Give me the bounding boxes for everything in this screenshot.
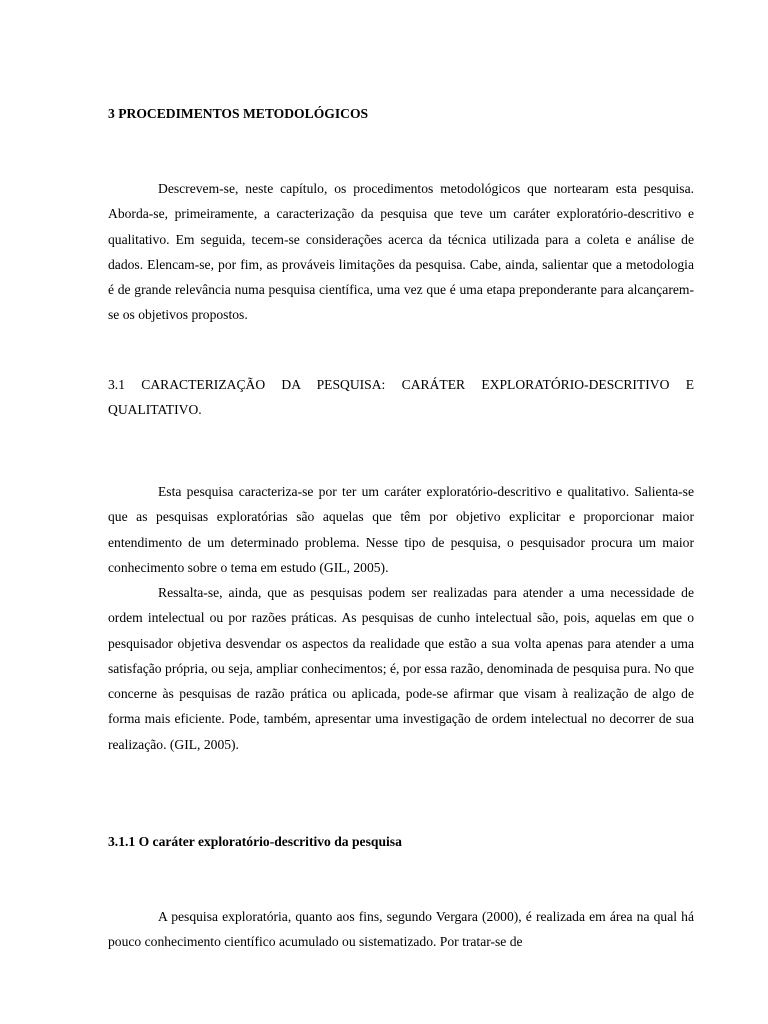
subsection-paragraph: A pesquisa exploratória, quanto aos fins, segundo Vergara (2000), é realizada em área na qual há pouco conhecimento científico acumulado ou sistematizado. Por tratar-se de: [108, 909, 694, 950]
section-paragraph: Esta pesquisa caracteriza-se por ter um caráter exploratório-descritivo e qualitativo. Salienta-se que as pesquisas exploratórias são aquelas que têm por objetivo explicitar e proporcionar maior entendimento de um determinado problema. Nesse tipo de pesquisa, o pesquisador procura um maior conhecimento sobre o tema em estudo (GIL, 2005).: [108, 484, 694, 575]
intro-paragraph: Descrevem-se, neste capítulo, os procedimentos metodológicos que nortearam esta pesquisa. Aborda-se, primeiramente, a caracterização da pesquisa que teve um caráter exploratório-descritivo e qualitativo. Em seguida, tecem-se considerações acerca da técnica utilizada para a coleta e análise de dados. Elencam-se, por fim, as prováveis limitações da pesquisa. Cabe, ainda, salientar que a metodologia é de grande relevância numa pesquisa científica, uma vez que é uma etapa preponderante para alcançarem-se os objetivos propostos.: [108, 181, 694, 323]
section-paragraph: Ressalta-se, ainda, que as pesquisas podem ser realizadas para atender a uma necessidade de ordem intelectual ou por razões práticas. As pesquisas de cunho intelectual são, pois, aquelas em que o pesquisador objetiva desvendar os aspectos da realidade que estão a sua volta apenas para atender a uma satisfação própria, ou seja, ampliar conhecimentos; é, por essa razão, denominada de pesquisa pura. No que concerne às pesquisas de razão prática ou aplicada, pode-se afirmar que visam à realização de algo de forma mais eficiente. Pode, também, apresentar uma investigação de ordem intelectual no decorrer de sua realização. (GIL, 2005).: [108, 585, 694, 752]
section-heading: 3.1 CARACTERIZAÇÃO DA PESQUISA: CARÁTER EXPLORATÓRIO-DESCRITIVO E QUALITATIVO.: [108, 377, 694, 418]
subsection-heading: 3.1.1 O caráter exploratório-descritivo da pesquisa: [108, 834, 402, 849]
chapter-heading: 3 PROCEDIMENTOS METODOLÓGICOS: [108, 106, 369, 121]
